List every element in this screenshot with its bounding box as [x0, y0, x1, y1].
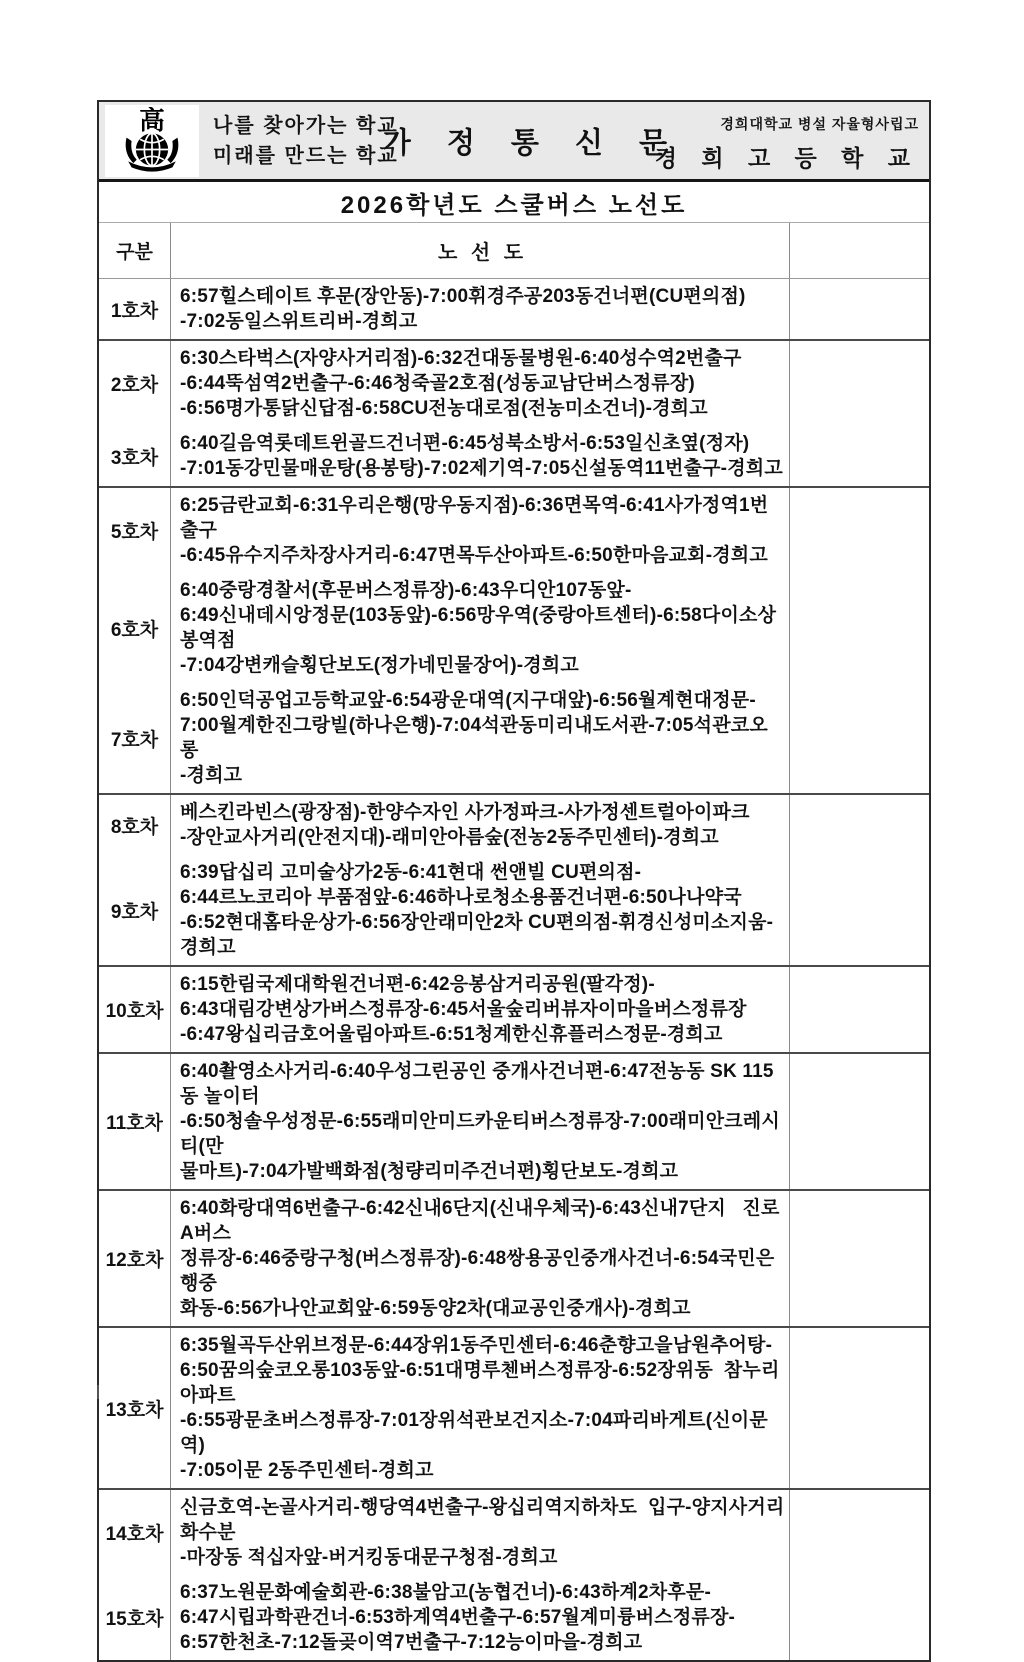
school-emblem-icon: [109, 107, 195, 175]
school-logo: [105, 105, 199, 177]
route-text: [171, 573, 789, 683]
route-line: -7:04강변캐슬횡단보도(정가네민물장어)-경희고: [180, 655, 579, 676]
route-line: 7:00월계한진그랑빌(하나은행)-7:04석관동미리내도서관-7:05석관코오롱: [180, 715, 768, 761]
route-line: 6:35월곡두산위브정문-6:44장위1동주민센터-6:46춘향고을남원추어탕-: [180, 1335, 773, 1356]
bus-number: 10호차: [99, 967, 171, 1052]
bus-number: 3호차: [99, 426, 171, 486]
empty-column-cell: [789, 1575, 929, 1660]
document-title: 2026학년도 스쿨버스 노선도: [340, 191, 688, 219]
table-row: [99, 1054, 929, 1189]
bus-number: 8호차: [99, 795, 171, 855]
route-section: [99, 341, 929, 488]
route-text: [171, 1054, 789, 1189]
route-line: 베스킨라빈스(광장점)-한양수자인 사가정파크-사가정센트럴아이파크: [180, 802, 750, 823]
letterhead: [99, 102, 929, 182]
empty-column-cell: [789, 855, 929, 965]
route-text: [171, 795, 789, 855]
page-border-stub: [97, 1385, 99, 1399]
notice-page: [97, 100, 931, 1662]
route-line: -6:44뚝섬역2번출구-6:46청죽골2호점(성동교남단버스정류장): [180, 373, 695, 394]
route-section: [99, 1191, 929, 1328]
route-line: 6:39답십리 고미술상가2동-6:41현대 썬앤빌 CU편의점-: [180, 862, 642, 883]
bus-number: 9호차: [99, 855, 171, 965]
empty-column-cell: [789, 1191, 929, 1326]
route-line: 6:37노원문화예술회관-6:38불암고(농협건너)-6:43하계2차후문-: [180, 1582, 711, 1603]
route-line: 정류장-6:46중랑구청(버스정류장)-6:48쌍용공인중개사건너-6:54국민은행중: [180, 1248, 775, 1294]
route-line: -장안교사거리(안전지대)-래미안아름숲(전농2동주민센터)-경희고: [180, 827, 719, 848]
table-row: [99, 967, 929, 1052]
route-line: 6:50인덕공업고등학교앞-6:54광운대역(지구대앞)-6:56월계현대정문-: [180, 690, 756, 711]
empty-column-cell: [789, 426, 929, 486]
route-text: [171, 1328, 789, 1488]
bus-number: 6호차: [99, 573, 171, 683]
table-row: [99, 1575, 929, 1660]
route-line: -마장동 적십자앞-버거킹동대문구청점-경희고: [180, 1547, 558, 1568]
empty-column-cell: [789, 573, 929, 683]
bus-route-table: [99, 222, 929, 1660]
route-line: -6:47왕십리금호어울림아파트-6:51청계한신휴플러스정문-경희고: [180, 1024, 723, 1045]
route-text: [171, 967, 789, 1052]
table-row: [99, 341, 929, 426]
bus-number: 12호차: [99, 1191, 171, 1326]
empty-column-cell: [789, 683, 929, 793]
route-line: -7:02동일스위트리버-경희고: [180, 311, 418, 332]
empty-column-cell: [789, 967, 929, 1052]
route-line: 6:49신내데시앙정문(103동앞)-6:56망우역(중랑아트센터)-6:58다이소상봉역점: [180, 605, 777, 651]
route-line: -6:45유수지주차장사거리-6:47면목두산아파트-6:50한마음교회-경희고: [180, 545, 768, 566]
route-line: -6:56명가통닭신답점-6:58CU전농대로점(전농미소건너)-경희고: [180, 398, 708, 419]
route-text: [171, 1575, 789, 1660]
route-section: [99, 1490, 929, 1660]
route-text: [171, 855, 789, 965]
route-line: 6:57한천초-7:12돌곶이역7번출구-7:12능이마을-경희고: [180, 1632, 643, 1653]
table-row: [99, 279, 929, 339]
route-text: [171, 426, 789, 486]
route-text: [171, 279, 789, 339]
table-row: [99, 426, 929, 486]
route-section: [99, 795, 929, 967]
bus-number: 15호차: [99, 1575, 171, 1660]
school-identity: [655, 114, 919, 173]
table-row: [99, 1490, 929, 1575]
route-section: [99, 1054, 929, 1191]
bus-number: 14호차: [99, 1490, 171, 1575]
bus-number: 5호차: [99, 488, 171, 573]
route-text: [171, 1191, 789, 1326]
school-name: 경 희 고 등 학 교: [654, 145, 919, 171]
bus-number: 13호차: [99, 1328, 171, 1488]
letter-type-title: 가 정 통 신 문: [382, 127, 682, 159]
column-header-extra: [789, 223, 929, 278]
table-row: [99, 1328, 929, 1488]
bus-number: 1호차: [99, 279, 171, 339]
slogan-line-1: 나를 찾아가는 학교: [213, 114, 399, 137]
route-line: -6:55광문초버스정류장-7:01장위석관보건지소-7:04파리바게트(신이문역): [180, 1410, 768, 1456]
route-section: [99, 1328, 929, 1490]
table-header-row: [99, 223, 929, 279]
empty-column-cell: [789, 1054, 929, 1189]
route-line: 6:40촬영소사거리-6:40우성그린공인 중개사건너편-6:47전농동 SK 115동 놀이터: [180, 1061, 774, 1107]
table-row: [99, 488, 929, 573]
route-line: -6:52현대홈타운상가-6:56장안래미안2차 CU편의점-휘경신성미소지움-경희고: [180, 912, 774, 958]
empty-column-cell: [789, 488, 929, 573]
svg-text:高: 高: [139, 106, 165, 136]
route-line: -6:50청솔우성정문-6:55래미안미드카운티버스정류장-7:00래미안크레시티(만: [180, 1111, 780, 1157]
route-section: [99, 967, 929, 1054]
route-text: [171, 1490, 789, 1575]
route-section: [99, 279, 929, 341]
table-row: [99, 683, 929, 793]
school-slogan: [213, 111, 399, 171]
route-line: 6:40화랑대역6번출구-6:42신내6단지(신내우체국)-6:43신내7단지 진로A버스: [180, 1198, 780, 1244]
route-line: 화동-6:56가나안교회앞-6:59동양2차(대교공인중개사)-경희고: [180, 1298, 691, 1319]
table-body: [99, 279, 929, 1660]
route-line: 6:40중랑경찰서(후문버스정류장)-6:43우디안107동앞-: [180, 580, 632, 601]
bus-number: 11호차: [99, 1054, 171, 1189]
route-text: [171, 683, 789, 793]
route-line: 6:40길음역롯데트윈골드건너편-6:45성북소방서-6:53일신초옆(정자): [180, 433, 750, 454]
column-header-route: 노 선 도: [437, 242, 528, 264]
route-line: 6:47시립과학관건너-6:53하계역4번출구-6:57월계미륭버스정류장-: [180, 1607, 736, 1628]
route-text: [171, 341, 789, 426]
column-header-group: 구분: [99, 223, 171, 278]
slogan-line-2: 미래를 만드는 학교: [213, 144, 399, 167]
bus-number: 2호차: [99, 341, 171, 426]
route-line: 6:57힐스테이트 후문(장안동)-7:00휘경주공203동건너편(CU편의점): [180, 286, 746, 307]
school-affiliation: 경희대학교 병설 자율형사립고: [720, 116, 919, 132]
route-section: [99, 488, 929, 795]
route-line: -7:05이문 2동주민센터-경희고: [180, 1460, 434, 1481]
table-row: [99, 573, 929, 683]
route-line: 6:43대림강변상가버스정류장-6:45서울숲리버뷰자이마을버스정류장: [180, 999, 747, 1020]
route-line: 물마트)-7:04가발백화점(청량리미주건너편)횡단보도-경희고: [180, 1161, 679, 1182]
bus-number: 7호차: [99, 683, 171, 793]
empty-column-cell: [789, 341, 929, 426]
empty-column-cell: [789, 1328, 929, 1488]
table-row: [99, 1191, 929, 1326]
route-line: 6:25금란교회-6:31우리은행(망우동지점)-6:36면목역-6:41사가정역1번출구: [180, 495, 769, 541]
route-text: [171, 488, 789, 573]
empty-column-cell: [789, 795, 929, 855]
route-line: 6:30스타벅스(자양사거리점)-6:32건대동물병원-6:40성수역2번출구: [180, 348, 742, 369]
route-line: -7:01동강민물매운탕(용봉탕)-7:02제기역-7:05신설동역11번출구-경희고: [180, 458, 783, 479]
route-line: 6:50꿈의숲코오롱103동앞-6:51대명루첸버스정류장-6:52장위동 참누리아파트: [180, 1360, 780, 1406]
route-line: 6:15한림국제대학원건너편-6:42응봉삼거리공원(팔각정)-: [180, 974, 655, 995]
route-line: 신금호역-논골사거리-행당역4번출구-왕십리역지하차도 입구-양지사거리화수분: [180, 1497, 785, 1543]
empty-column-cell: [789, 1490, 929, 1575]
route-line: 6:44르노코리아 부품점앞-6:46하나로청소용품건너편-6:50나나약국: [180, 887, 742, 908]
table-row: [99, 795, 929, 855]
route-line: -경희고: [180, 765, 243, 786]
empty-column-cell: [789, 279, 929, 339]
table-row: [99, 855, 929, 965]
